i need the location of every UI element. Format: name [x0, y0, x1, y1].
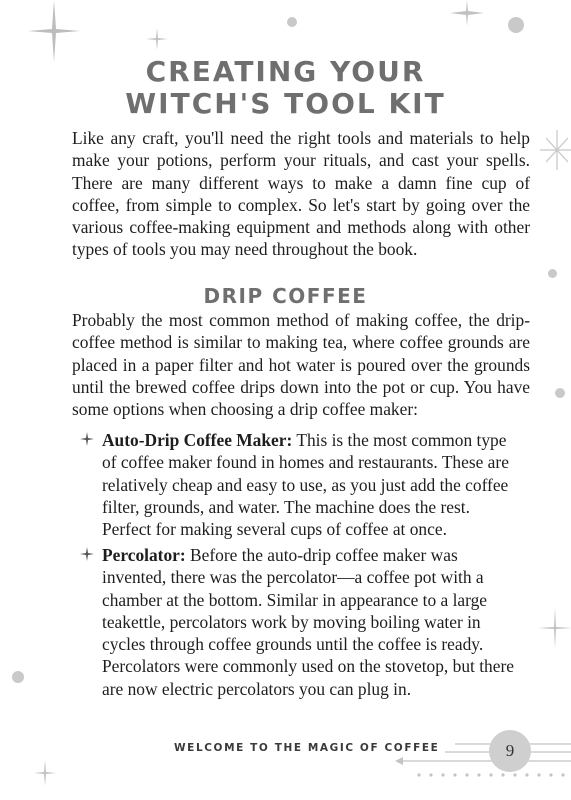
title-line-1: CREATING YOUR — [145, 55, 426, 88]
sparkle-star-icon — [28, 0, 80, 62]
sparkle-star-icon — [80, 432, 94, 446]
sparkle-star-icon — [540, 130, 571, 170]
section-paragraph: Probably the most common method of making coffee, the drip-coffee method is similar to making tea, where coffee grounds are placed in a paper filter and hot water is poured over the grounds until the brewed coffee drips down into the pot or cup. You have some options when choosing a drip coffee maker: — [72, 310, 530, 420]
list-item-text: Before the auto-drip coffee maker was invented, there was the percolator—a coffee pot with a chamber at the bottom. Similar in appearance to a large teakettle, percolators work by moving boiling water in cycles through coffee grounds until the coffee is ready. Percolators were commonly used on the stovetop, but there are now electric percolators you can plug in. — [102, 545, 514, 699]
decorative-dot — [12, 671, 24, 683]
page-title — [0, 56, 571, 120]
decorative-dot — [555, 388, 565, 398]
decorative-dot — [548, 269, 557, 278]
page-number: 9 — [489, 730, 531, 772]
section-heading: DRIP COFFEE — [203, 284, 368, 308]
sparkle-star-icon — [450, 0, 484, 26]
sparkle-star-icon — [146, 28, 168, 50]
sparkle-star-icon — [34, 760, 56, 786]
list-item — [80, 429, 520, 540]
decorative-dot — [287, 17, 297, 27]
running-title: WELCOME TO THE MAGIC OF COFFEE — [174, 742, 440, 754]
list-item-term: Auto-Drip Coffee Maker: — [102, 430, 293, 450]
sparkle-star-icon — [80, 547, 94, 561]
list-item-term: Percolator: — [102, 545, 186, 565]
list-item-text: This is the most common type of coffee maker found in homes and restaurants. These are relatively cheap and easy to use, as you just add the coffee filter, grounds, and water. The machine does the rest. Perfect for making several cups of coffee at once. — [102, 430, 509, 540]
decorative-dot — [508, 17, 524, 33]
list-item — [80, 544, 520, 700]
sparkle-star-icon — [538, 608, 571, 648]
title-line-2: WITCH'S TOOL KIT — [125, 87, 446, 120]
intro-paragraph: Like any craft, you'll need the right tools and materials to help make your potions, perform your rituals, and cast your spells. There are many different ways to make a damn fine cup of coffee, from simple to complex. So let's start by going over the various coffee-making equipment and methods along with other types of tools you may need throughout the book. — [72, 128, 530, 260]
